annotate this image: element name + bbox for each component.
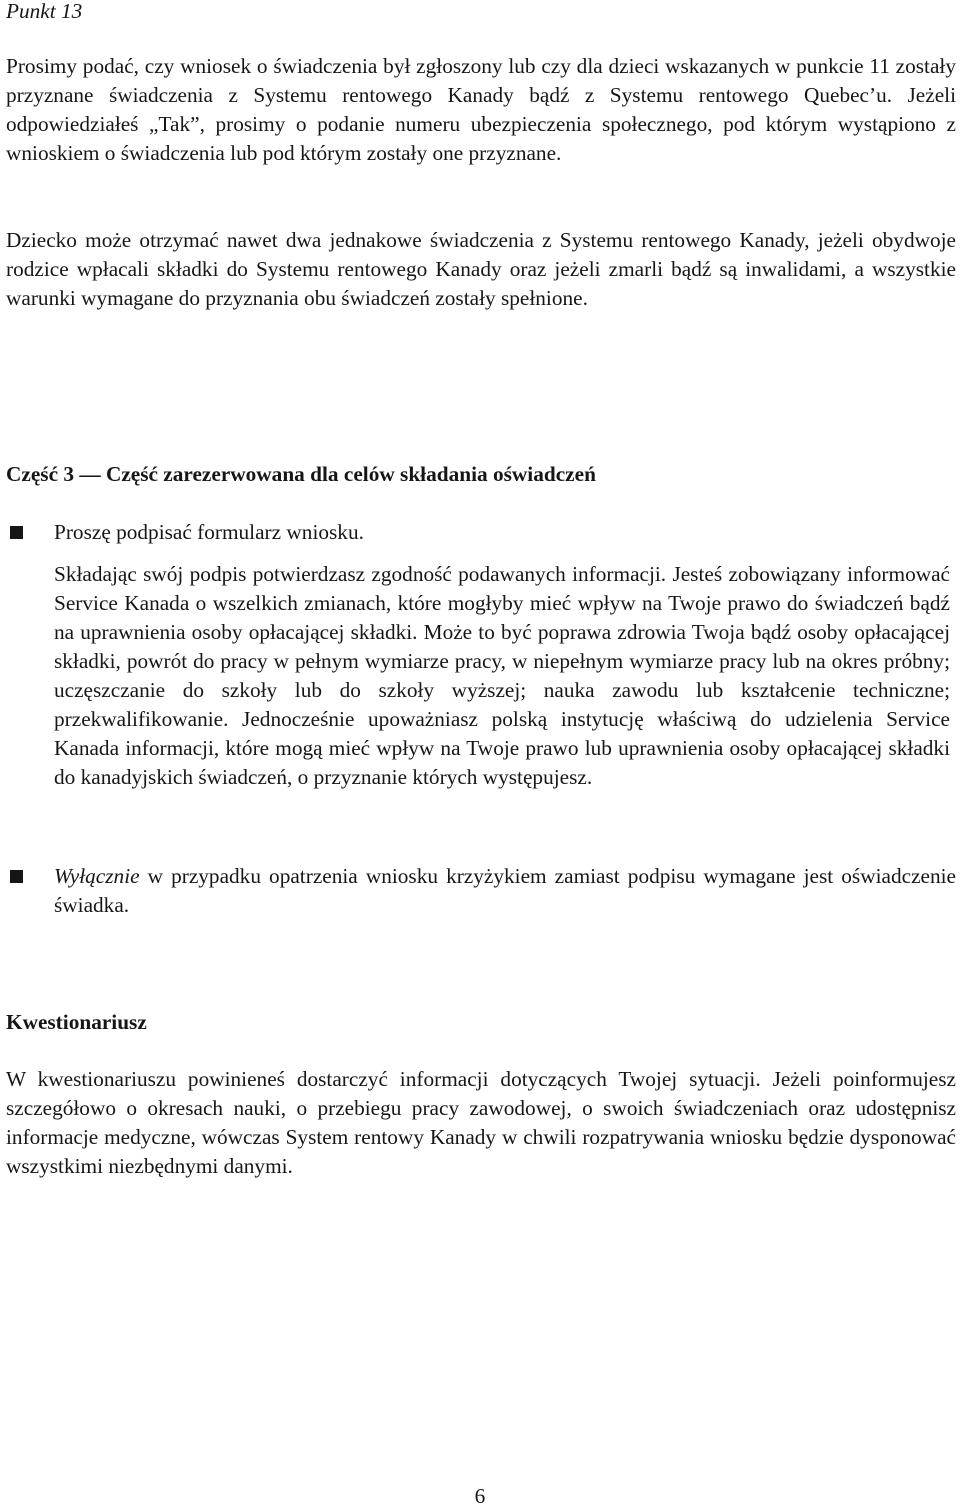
page-number: 6 [474, 1484, 486, 1508]
witness-statement-rest: w przypadku opatrzenia wniosku krzyżykiem zamiast podpisu wymagane jest oświadczenie świadka. [54, 864, 956, 917]
bullet-witness-statement-text [54, 862, 956, 920]
questionnaire-paragraph: W kwestionariuszu powinieneś dostarczyć informacji dotyczących Twojej sytuacji. Jeżeli poinformujesz szczegółowo o okresach nauki, o przebiegu pracy zawodowej, o swoich świadczeniach oraz udostępnisz informacje medyczne, wówczas System rentowy Kanady w chwili rozpatrywania wniosku będzie dysponować wszystkimi niezbędnymi danymi. [6, 1067, 956, 1178]
exclusively-emphasis: Wyłącznie [54, 864, 140, 888]
bullet-sign-form-text: Proszę podpisać formularz wniosku. [54, 520, 364, 544]
punkt-13-heading: Punkt 13 [6, 0, 83, 23]
square-bullet-icon [10, 870, 23, 883]
punkt-13-paragraph-2: Dziecko może otrzymać nawet dwa jednakowe świadczenia z Systemu rentowego Kanady, jeżeli obydwoje rodzice wpłacali składki do Systemu rentowego Kanady oraz jeżeli zmarli bądź są inwalidami, a wszystkie warunki wymagane do przyznania obu świadczeń zostały spełnione. [6, 228, 956, 310]
square-bullet-icon [10, 526, 23, 539]
punkt-13-paragraph-1: Prosimy podać, czy wniosek o świadczenia był zgłoszony lub czy dla dzieci wskazanych w punkcie 11 zostały przyznane świadczenia z Systemu rentowego Kanady bądź z Systemu rentowego Quebec’u. Jeżeli odpowiedziałeś „Tak”, prosimy o podanie numeru ubezpieczenia społecznego, pod którym wystąpiono z wnioskiem o świadczenia lub pod którym zostały one przyznane. [6, 54, 956, 165]
questionnaire-heading: Kwestionariusz [6, 1010, 147, 1034]
signature-confirmation-paragraph: Składając swój podpis potwierdzasz zgodność podawanych informacji. Jesteś zobowiązany informować Service Kanada o wszelkich zmianach, które mogłyby mieć wpływ na Twoje prawo do świadczeń bądź na uprawnienia osoby opłacającej składki. Może to być poprawa zdrowia Twoja bądź osoby opłacającej składki, powrót do pracy w pełnym wymiarze pracy, w niepełnym wymiarze pracy lub na okres próbny; uczęszczanie do szkoły lub do szkoły wyższej; nauka zawodu lub kształcenie techniczne; przekwalifikowanie. Jednocześnie upoważniasz polską instytucję właściwą do udzielenia Service Kanada informacji, które mogą mieć wpływ na Twoje prawo lub uprawnienia osoby opłacającej składki do kanadyjskich świadczeń, o przyznanie których występujesz. [54, 562, 950, 789]
part-3-heading: Część 3 — Część zarezerwowana dla celów składania oświadczeń [6, 462, 596, 486]
